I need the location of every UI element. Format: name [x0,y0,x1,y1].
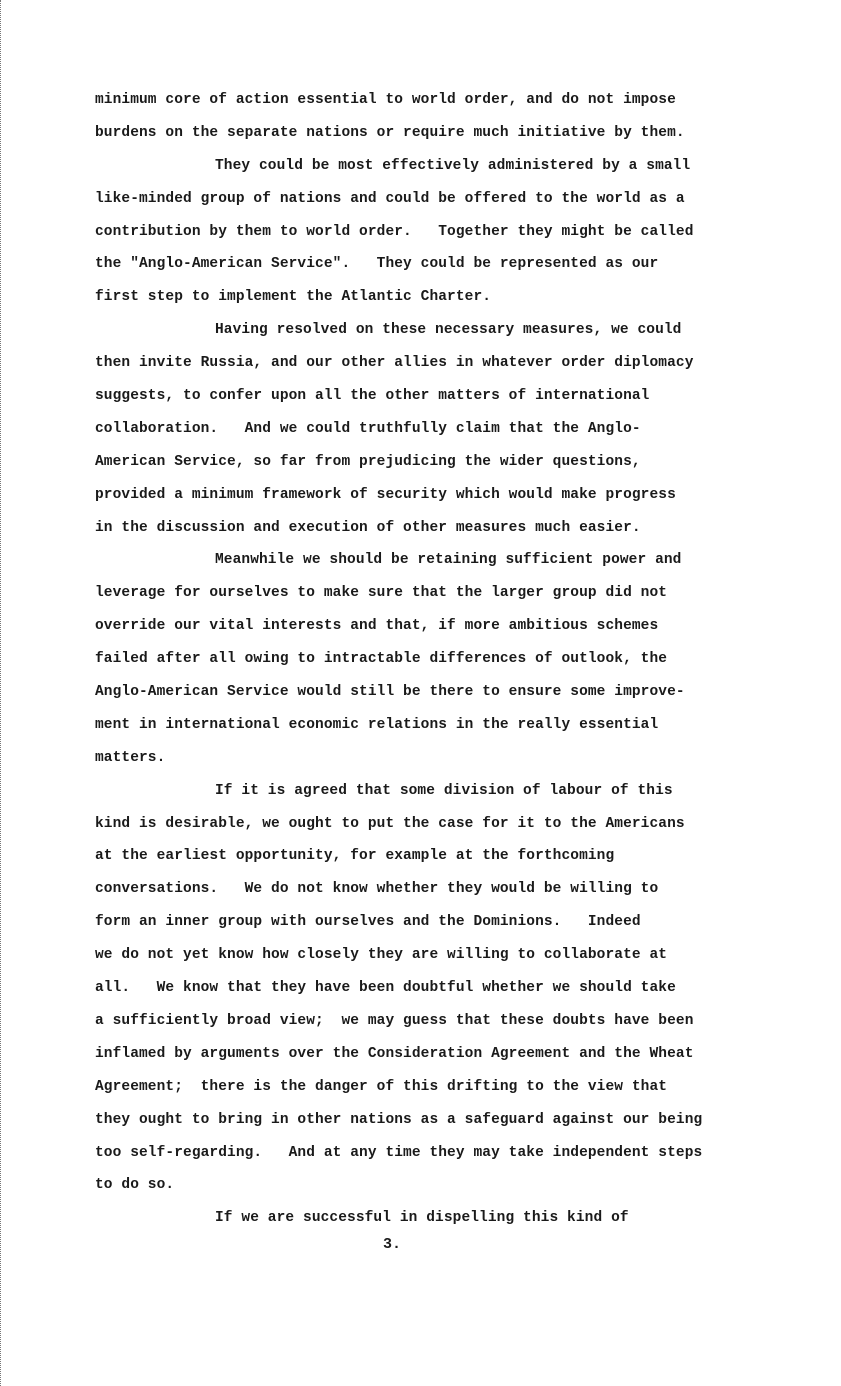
text-line: to do so. [95,1177,175,1194]
text-line: collaboration. And we could truthfully claim that the Anglo- [95,420,641,437]
text-line: matters. [95,749,166,766]
text-line: Having resolved on these necessary measures, we could [215,322,682,339]
text-line: American Service, so far from prejudicing the wider questions, [95,453,641,470]
text-line: at the earliest opportunity, for example at the forthcoming [95,848,615,865]
scan-left-edge [0,0,5,1386]
text-line: like-minded group of nations and could be offered to the world as a [95,190,685,207]
text-line: failed after all owing to intractable differences of outlook, the [95,651,668,668]
text-line: kind is desirable, we ought to put the case for it to the Americans [95,815,685,832]
text-line: If it is agreed that some division of labour of this [215,782,673,799]
text-line: a sufficiently broad view; we may guess that these doubts have been [95,1012,694,1029]
text-line: They could be most effectively administered by a small [215,157,691,174]
text-line: Anglo-American Service would still be there to ensure some improve- [95,684,685,701]
text-line: they ought to bring in other nations as a safeguard against our being [95,1111,703,1128]
text-line: then invite Russia, and our other allies in whatever order diplomacy [95,355,694,372]
text-line: provided a minimum framework of security which would make progress [95,486,676,503]
text-line: first step to implement the Atlantic Charter. [95,289,492,306]
text-line: we do not yet know how closely they are willing to collaborate at [95,947,668,964]
text-line: too self-regarding. And at any time they may take independent steps [95,1144,703,1161]
text-line: inflamed by arguments over the Consideration Agreement and the Wheat [95,1045,694,1062]
text-line: conversations. We do not know whether they would be willing to [95,881,659,898]
document-page [95,84,795,1235]
text-line: If we are successful in dispelling this kind of [215,1210,629,1227]
text-line: ment in international economic relations in the really essential [95,716,659,733]
text-line: form an inner group with ourselves and the Dominions. Indeed [95,914,641,931]
text-line: all. We know that they have been doubtful whether we should take [95,980,676,997]
text-line: the "Anglo-American Service". They could be represented as our [95,256,659,273]
text-line: suggests, to confer upon all the other matters of international [95,388,650,405]
text-line: leverage for ourselves to make sure that the larger group did not [95,585,668,602]
text-line: burdens on the separate nations or require much initiative by them. [95,124,685,141]
text-line: Agreement; there is the danger of this drifting to the view that [95,1078,668,1095]
text-line: contribution by them to world order. Together they might be called [95,223,694,240]
page-number: 3. [383,1236,402,1253]
text-line: override our vital interests and that, if more ambitious schemes [95,618,659,635]
text-line: minimum core of action essential to world order, and do not impose [95,92,676,108]
text-line: Meanwhile we should be retaining sufficient power and [215,552,682,569]
text-line: in the discussion and execution of other measures much easier. [95,519,641,536]
